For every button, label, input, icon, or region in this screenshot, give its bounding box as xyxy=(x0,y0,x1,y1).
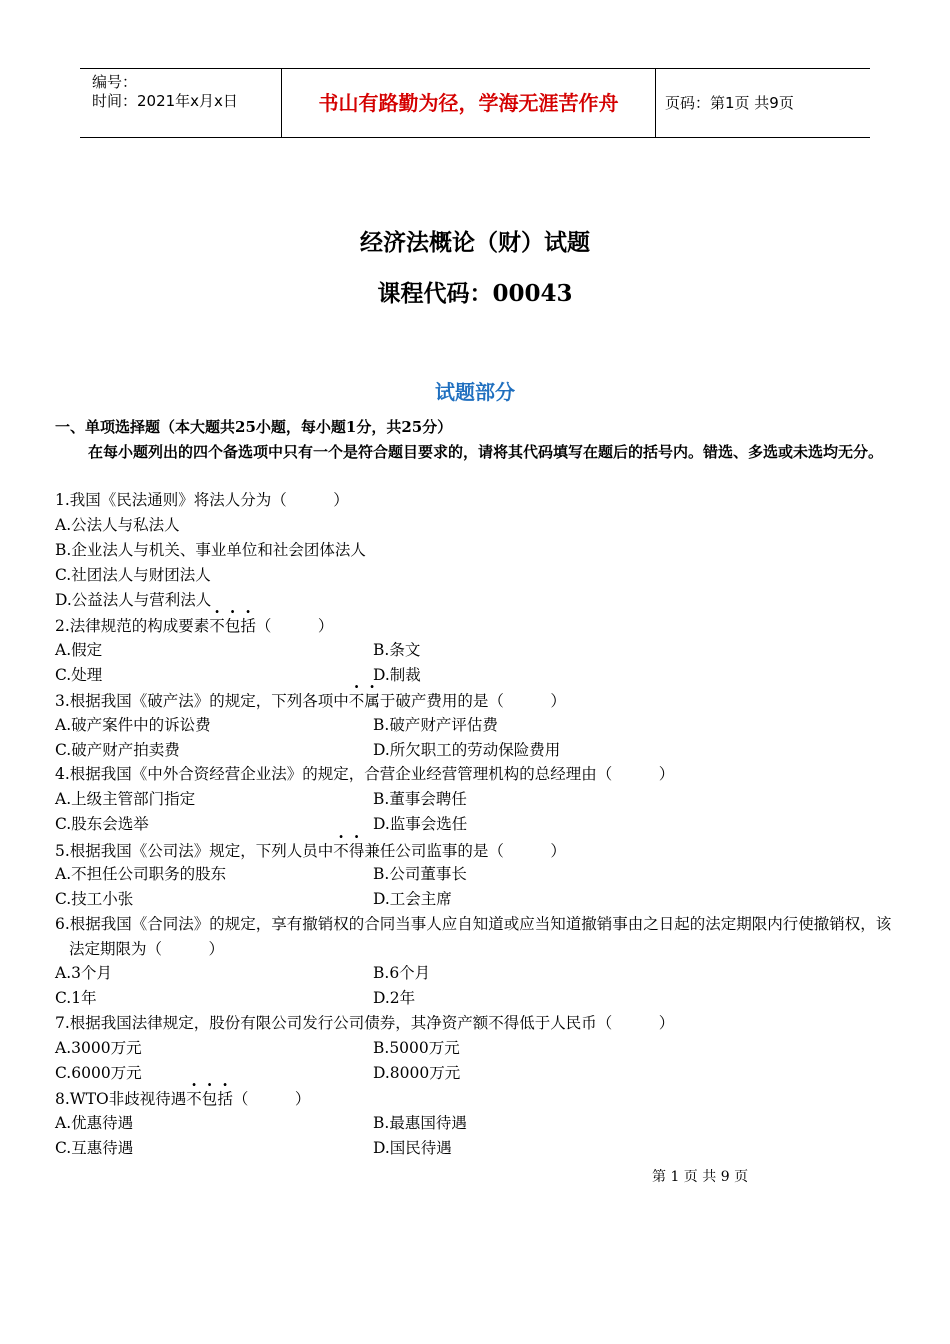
question-7-option-d: D.8000万元 xyxy=(373,1064,461,1082)
question-2-option-d: D.制裁 xyxy=(373,666,421,684)
question-3-stem-tail: 于破产费用的是（ ） xyxy=(379,692,566,710)
question-8-stem-text: 8.WTO非歧视待遇 xyxy=(55,1090,187,1108)
exam-title: 经济法概论（财）试题 xyxy=(360,229,590,256)
part-title: 试题部分 xyxy=(435,380,515,404)
question-7-stem: 7.根据我国法律规定，股份有限公司发行公司债券，其净资产额不得低于人民币（ ） xyxy=(55,1014,675,1032)
question-4-option-c: C.股东会选举 xyxy=(55,815,149,833)
question-8-stem-tail: （ ） xyxy=(232,1090,311,1108)
emphasis-char: 括 xyxy=(240,617,256,635)
question-6-option-c: C.1年 xyxy=(55,989,97,1007)
question-4-stem: 4.根据我国《中外合资经营企业法》的规定，合营企业经营管理机构的总经理由（ ） xyxy=(55,765,675,783)
question-5-option-b: B.公司董事长 xyxy=(373,865,467,883)
question-6-option-b: B.6个月 xyxy=(373,964,431,982)
question-5-stem-text: 5.根据我国《公司法》规定，下列人员中 xyxy=(55,842,334,860)
question-1-option-a: A.公法人与私法人 xyxy=(55,516,180,534)
question-3-option-b: B.破产财产评估费 xyxy=(373,716,498,734)
question-5-option-a: A.不担任公司职务的股东 xyxy=(55,865,227,883)
question-7-option-a: A.3000万元 xyxy=(55,1039,142,1057)
question-6-stem-text: 6.根据我国《合同法》的规定，享有撤销权的合同当事人应自知道或应当知道撤销事由之日起的法定期限内行使撤销权，该法定期限为（ ） xyxy=(55,915,892,958)
question-8-option-d: D.国民待遇 xyxy=(373,1139,452,1157)
question-7-option-c: C.6000万元 xyxy=(55,1064,142,1082)
question-3-option-d: D.所欠职工的劳动保险费用 xyxy=(373,741,561,759)
question-4-option-b: B.董事会聘任 xyxy=(373,790,467,808)
question-2-stem xyxy=(55,614,333,638)
time-label: 时间：2021年x月x日 xyxy=(92,92,238,110)
question-1-option-c: C.社团法人与财团法人 xyxy=(55,566,211,584)
question-8-option-b: B.最惠国待遇 xyxy=(373,1114,467,1132)
page-footer: 第 1 页 共 9 页 xyxy=(652,1169,749,1185)
question-2-option-c: C.处理 xyxy=(55,666,103,684)
question-1-stem: 1.我国《民法通则》将法人分为（ ） xyxy=(55,491,349,509)
question-7-option-b: B.5000万元 xyxy=(373,1039,460,1057)
question-8-option-a: A.优惠待遇 xyxy=(55,1114,134,1132)
question-3-option-c: C.破产财产拍卖费 xyxy=(55,741,180,759)
question-8-option-c: C.互惠待遇 xyxy=(55,1139,134,1157)
section-instruction: 在每小题列出的四个备选项中只有一个是符合题目要求的，请将其代码填写在题后的括号内。错选、多选或未选均无分。 xyxy=(88,443,884,461)
question-6-option-d: D.2年 xyxy=(373,989,416,1007)
emphasis-char: 不 xyxy=(186,1090,202,1108)
question-5-option-d: D.工会主席 xyxy=(373,890,452,908)
question-8-stem xyxy=(55,1087,310,1111)
question-5-stem-tail: 兼任公司监事的是（ ） xyxy=(364,842,566,860)
question-5-stem xyxy=(55,839,566,863)
number-label: 编号： xyxy=(92,73,138,91)
header-page-info: 页码：第1页 共9页 xyxy=(665,94,794,112)
question-6-stem xyxy=(55,912,900,962)
emphasis-char: 不 xyxy=(333,842,349,860)
question-4-option-d: D.监事会选任 xyxy=(373,815,468,833)
section-heading: 一、单项选择题（本大题共25小题，每小题1分，共25分） xyxy=(55,418,453,436)
document-header xyxy=(80,68,870,138)
emphasis-char: 括 xyxy=(217,1090,233,1108)
question-3-stem-text: 3.根据我国《破产法》的规定，下列各项中 xyxy=(55,692,349,710)
course-code: 课程代码：00043 xyxy=(377,280,573,307)
question-3-option-a: A.破产案件中的诉讼费 xyxy=(55,716,211,734)
question-3-stem xyxy=(55,689,566,713)
emphasis-char: 得 xyxy=(348,842,365,860)
header-meta xyxy=(80,69,280,137)
emphasis-char: 属 xyxy=(364,692,380,710)
emphasis-char: 不 xyxy=(348,692,365,710)
question-2-option-a: A.假定 xyxy=(55,641,103,659)
emphasis-char: 包 xyxy=(224,617,241,635)
question-1-option-b: B.企业法人与机关、事业单位和社会团体法人 xyxy=(55,541,366,559)
question-2-option-b: B.条文 xyxy=(373,641,421,659)
question-4-option-a: A.上级主管部门指定 xyxy=(55,790,196,808)
emphasis-char: 包 xyxy=(201,1090,218,1108)
question-1-option-d: D.公益法人与营利法人 xyxy=(55,591,212,609)
question-5-option-c: C.技工小张 xyxy=(55,890,134,908)
question-6-option-a: A.3个月 xyxy=(55,964,112,982)
question-2-stem-text: 2.法律规范的构成要素 xyxy=(55,617,210,635)
header-motto: 书山有路勤为径，学海无涯苦作舟 xyxy=(281,69,656,137)
emphasis-char: 不 xyxy=(209,617,225,635)
question-2-stem-tail: （ ） xyxy=(255,617,334,635)
